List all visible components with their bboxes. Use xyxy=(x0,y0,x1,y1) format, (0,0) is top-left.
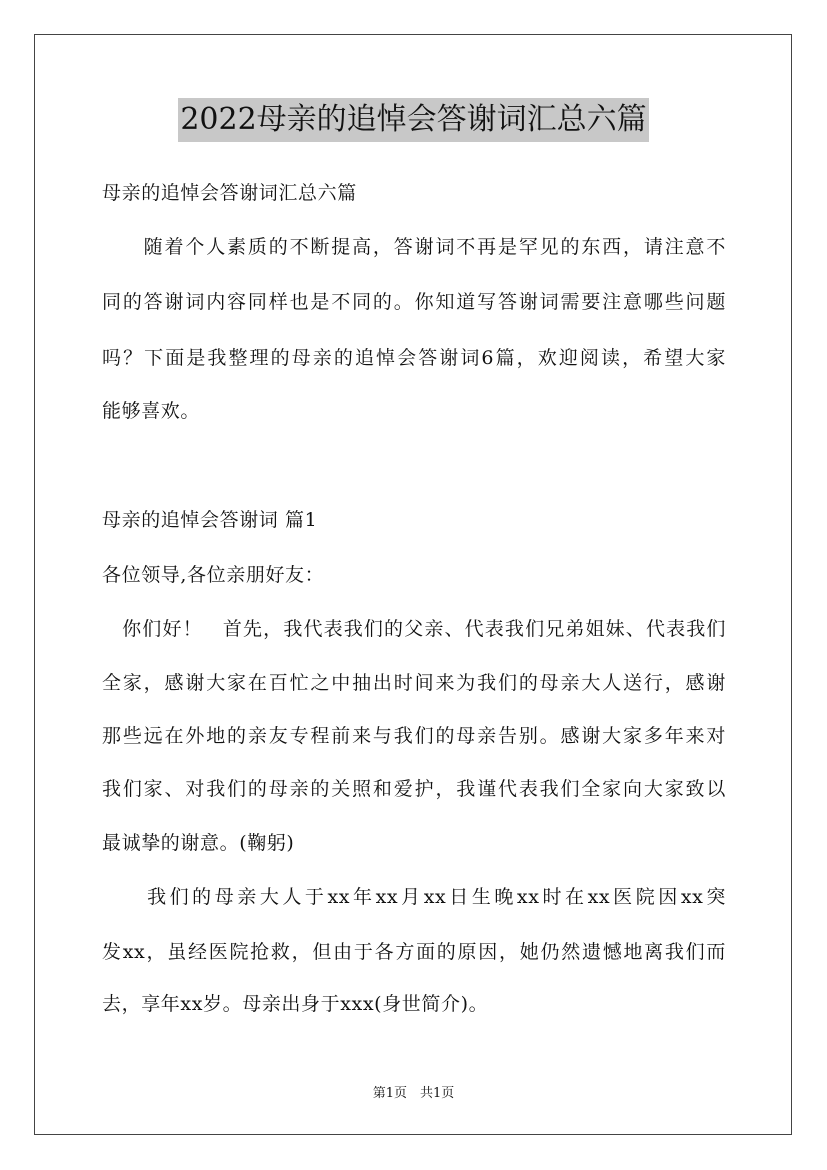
paragraph-line: 你们好！ 首先，我代表我们的父亲、代表我们兄弟姐妹、代表我们 xyxy=(102,618,726,640)
section-heading: 母亲的追悼会答谢词 篇1 xyxy=(102,509,318,531)
greeting: 各位领导,各位亲朋好友： xyxy=(102,564,325,586)
paragraph-line: 那些远在外地的亲友专程前来与我们的母亲告别。感谢大家多年来对 xyxy=(102,725,726,747)
page-footer: 第1页 共1页 xyxy=(372,1086,455,1101)
paragraph-line: 最诚挚的谢意。(鞠躬) xyxy=(102,832,295,854)
paragraph-line: 我们家、对我们的母亲的关照和爱护，我谨代表我们全家向大家致以 xyxy=(102,778,726,800)
paragraph-line: 我们的母亲大人于xx年xx月xx日生晚xx时在xx医院因xx突 xyxy=(102,886,726,908)
intro-line: 能够喜欢。 xyxy=(102,400,201,422)
intro-line: 同的答谢词内容同样也是不同的。你知道写答谢词需要注意哪些问题 xyxy=(102,291,726,313)
paragraph-line: 发xx，虽经医院抢救，但由于各方面的原因，她仍然遗憾地离我们而 xyxy=(102,941,726,963)
document-title: 2022母亲的追悼会答谢词汇总六篇 xyxy=(178,98,648,142)
paragraph-line: 全家，感谢大家在百忙之中抽出时间来为我们的母亲大人送行，感谢 xyxy=(102,672,726,694)
intro-line: 吗？下面是我整理的母亲的追悼会答谢词6篇，欢迎阅读，希望大家 xyxy=(102,347,726,369)
intro-line: 随着个人素质的不断提高，答谢词不再是罕见的东西，请注意不 xyxy=(102,236,726,258)
title-container xyxy=(0,98,827,142)
paragraph-line: 去，享年xx岁。母亲出身于xxx(身世简介)。 xyxy=(102,993,489,1015)
subtitle: 母亲的追悼会答谢词汇总六篇 xyxy=(102,182,357,204)
